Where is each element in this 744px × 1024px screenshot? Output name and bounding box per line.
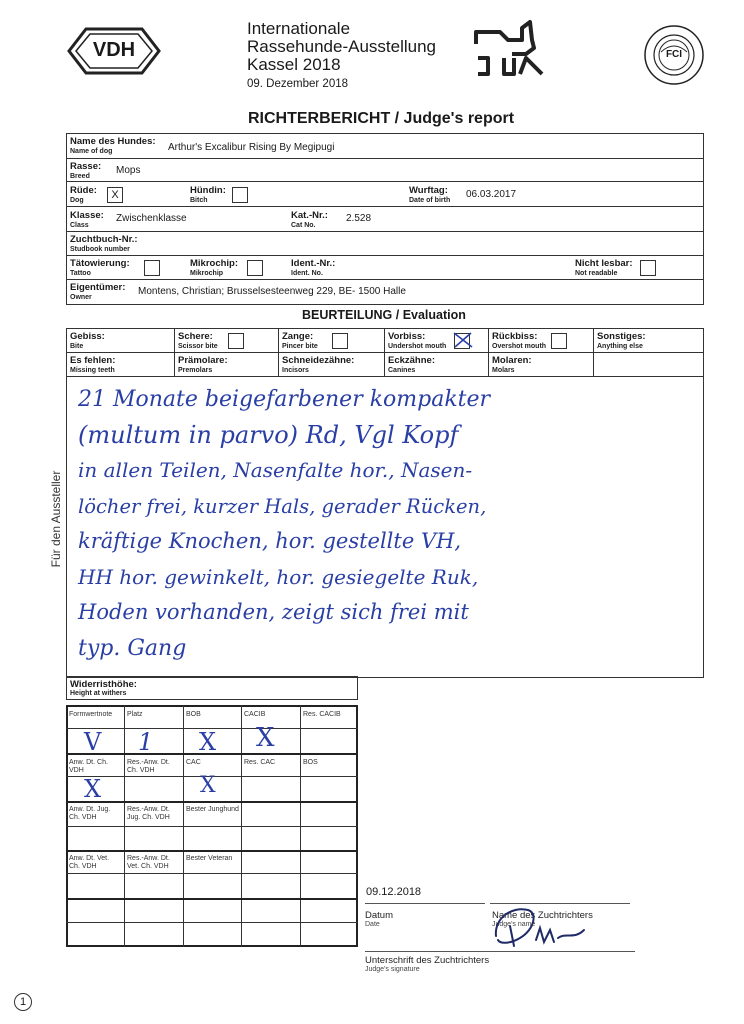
- male-checkbox[interactable]: X: [107, 187, 123, 203]
- owner-label: Eigentümer:: [70, 282, 126, 293]
- header-platz: Platz: [127, 711, 143, 718]
- male-label: Rüde:: [70, 185, 97, 196]
- show-date: 09. Dezember 2018: [247, 78, 349, 90]
- chip-label: Mikrochip:: [190, 258, 239, 269]
- undershot-checkbox[interactable]: [454, 333, 470, 349]
- divider: [66, 158, 704, 159]
- dog-name-value: Arthur's Excalibur Rising By Megipugi: [168, 142, 335, 153]
- title-line-3: Kassel 2018: [247, 55, 341, 74]
- female-checkbox[interactable]: [232, 187, 248, 203]
- cacib-mark: X: [256, 723, 275, 753]
- header-cacib: CACIB: [244, 711, 266, 718]
- handwritten-line: Hoden vorhanden, zeigt sich frei mit: [78, 600, 469, 624]
- fci-logo: [643, 24, 705, 86]
- anw-dt-ch-mark: X: [84, 775, 102, 803]
- divider: [66, 873, 358, 874]
- dog-logo-icon: [470, 18, 548, 80]
- evaluation-title: BEURTEILUNG / Evaluation: [302, 308, 466, 322]
- tattoo-sublabel: Tattoo: [70, 270, 91, 277]
- birth-value: 06.03.2017: [466, 189, 517, 200]
- handwritten-line: in allen Teilen, Nasenfalte hor., Nasen-: [78, 458, 473, 482]
- divider: [66, 255, 704, 256]
- breed-sublabel: Breed: [70, 173, 90, 180]
- divider: [66, 279, 704, 280]
- report-title: RICHTERBERICHT / Judge's report: [248, 110, 515, 127]
- canines-label: Eckzähne:: [388, 355, 435, 366]
- breed-value: Mops: [116, 165, 141, 176]
- class-value: Zwischenklasse: [116, 213, 187, 224]
- fci-logo-text: FCI: [665, 49, 683, 60]
- header-bester-veteran: Bester Veteran: [186, 855, 233, 862]
- anything-else-label: Sonstiges:: [597, 331, 646, 342]
- divider: [278, 328, 279, 376]
- title-line-2: Rassehunde-Ausstellung: [247, 37, 437, 56]
- show-title: [247, 20, 436, 93]
- handwritten-line: kräftige Knochen, hor. gestellte VH,: [78, 529, 462, 553]
- premolars-sublabel: Premolars: [178, 367, 213, 374]
- male-sublabel: Dog: [70, 197, 84, 204]
- date-sublabel: Date: [365, 921, 380, 928]
- owner-sublabel: Owner: [70, 294, 92, 301]
- incisors-label: Schneidezähne:: [282, 355, 355, 366]
- incisors-sublabel: Incisors: [282, 367, 309, 374]
- pincer-bite-label: Zange:: [282, 331, 314, 342]
- date-label: Datum: [365, 910, 393, 921]
- overshot-sublabel: Overshot mouth: [492, 343, 547, 350]
- studbook-sublabel: Studbook number: [70, 246, 130, 253]
- signature-sublabel: Judge's signature: [365, 966, 420, 973]
- overshot-label: Rückbiss:: [492, 331, 538, 342]
- divider: [66, 231, 704, 232]
- undershot-sublabel: Undershot mouth: [388, 343, 447, 350]
- molars-label: Molaren:: [492, 355, 532, 366]
- header-bob: BOB: [186, 711, 201, 718]
- judge-signature: [488, 896, 598, 952]
- birth-label: Wurftag:: [409, 185, 448, 196]
- molars-sublabel: Molars: [492, 367, 515, 374]
- pincer-bite-checkbox[interactable]: [332, 333, 348, 349]
- ident-label: Ident.-Nr.:: [291, 258, 336, 269]
- vdh-logo-text: VDH: [92, 39, 136, 61]
- header-res-anw-dt-ch: Res.-Anw. Dt. Ch. VDH: [127, 759, 170, 774]
- catno-sublabel: Cat No.: [291, 222, 316, 229]
- divider: [593, 328, 594, 376]
- tattoo-label: Tätowierung:: [70, 258, 130, 269]
- header-res-cacib: Res. CACIB: [303, 711, 341, 718]
- handwritten-evaluation: [78, 382, 698, 666]
- unreadable-label: Nicht lesbar:: [575, 258, 633, 269]
- handwritten-line: löcher frei, kurzer Hals, gerader Rücken,: [78, 494, 487, 518]
- date-line: [365, 903, 485, 904]
- grade-mark: V: [84, 728, 102, 756]
- handwritten-line: (multum in parvo) Rd, Vgl Kopf: [78, 420, 459, 449]
- header-cac: CAC: [186, 759, 201, 766]
- header-formwertnote: Formwertnote: [69, 711, 113, 718]
- scissor-bite-checkbox[interactable]: [228, 333, 244, 349]
- page-number: 1: [14, 993, 32, 1011]
- canines-sublabel: Canines: [388, 367, 416, 374]
- divider: [66, 376, 704, 377]
- handwritten-line: HH hor. gewinkelt, hor. gesiegelte Ruk,: [78, 564, 479, 589]
- header-bester-junghund: Bester Junghund: [186, 806, 239, 813]
- bite-sublabel: Bite: [70, 343, 84, 350]
- header-res-anw-dt-vet: Res.-Anw. Dt. Vet. Ch. VDH: [127, 855, 170, 870]
- divider: [488, 328, 489, 376]
- bite-label: Gebiss:: [70, 331, 105, 342]
- tattoo-checkbox[interactable]: [144, 260, 160, 276]
- title-line-1: Internationale: [247, 19, 351, 38]
- anything-else-sublabel: Anything else: [597, 343, 643, 350]
- chip-sublabel: Mikrochip: [190, 270, 224, 277]
- dog-name-sublabel: Name of dog: [70, 148, 113, 155]
- unreadable-checkbox[interactable]: [640, 260, 656, 276]
- handwritten-line: typ. Gang: [78, 635, 187, 661]
- divider: [66, 352, 704, 353]
- scissor-bite-label: Schere:: [178, 331, 213, 342]
- judge-name-label: Name des Zuchtrichters: [492, 910, 593, 921]
- divider: [66, 898, 358, 900]
- divider: [66, 922, 358, 923]
- dog-name-label: Name des Hundes:: [70, 136, 156, 147]
- header-res-anw-dt-jug: Res.-Anw. Dt. Jug. Ch. VDH: [127, 806, 170, 821]
- premolars-label: Prämolare:: [178, 355, 228, 366]
- divider: [174, 328, 175, 376]
- divider: [66, 206, 704, 207]
- pincer-bite-sublabel: Pincer bite: [282, 343, 318, 350]
- catno-value: 2.528: [346, 213, 372, 224]
- chip-checkbox[interactable]: [247, 260, 263, 276]
- divider: [66, 826, 358, 827]
- vdh-logo: [66, 22, 162, 80]
- exhibitor-side-label: Für den Aussteller: [49, 470, 63, 568]
- header-anw-dt-vet: Anw. Dt. Vet. Ch. VDH: [69, 855, 110, 870]
- judge-name-sublabel: Judge's name: [492, 921, 536, 928]
- cac-mark: X: [200, 773, 216, 798]
- signature-line: [365, 951, 635, 952]
- header-anw-dt-jug: Anw. Dt. Jug. Ch. VDH: [69, 806, 111, 821]
- ident-sublabel: Ident. No.: [291, 270, 323, 277]
- undershot-label: Vorbiss:: [388, 331, 426, 342]
- unreadable-sublabel: Not readable: [575, 270, 618, 277]
- divider: [384, 328, 385, 376]
- overshot-checkbox[interactable]: [551, 333, 567, 349]
- female-sublabel: Bitch: [190, 197, 208, 204]
- divider: [66, 181, 704, 182]
- class-sublabel: Class: [70, 222, 89, 229]
- birth-sublabel: Date of birth: [409, 197, 451, 204]
- header-anw-dt-ch: Anw. Dt. Ch. VDH: [69, 759, 108, 774]
- studbook-label: Zuchtbuch-Nr.:: [70, 234, 138, 245]
- height-sublabel: Height at withers: [70, 690, 127, 697]
- missing-teeth-sublabel: Missing teeth: [70, 367, 115, 374]
- header-res-cac: Res. CAC: [244, 759, 276, 766]
- class-label: Klasse:: [70, 210, 104, 221]
- placement-mark: 1: [138, 728, 154, 756]
- scissor-bite-sublabel: Scissor bite: [178, 343, 218, 350]
- breed-label: Rasse:: [70, 161, 102, 172]
- female-label: Hündin:: [190, 185, 226, 196]
- signature-label: Unterschrift des Zuchtrichters: [365, 955, 490, 966]
- bob-mark: X: [199, 728, 217, 756]
- divider: [66, 850, 358, 852]
- owner-value: Montens, Christian; Brusselsesteenweg 229, BE- 1500 Halle: [138, 286, 406, 297]
- missing-teeth-label: Es fehlen:: [70, 355, 116, 366]
- handwritten-line: 21 Monate beigefarbener kompakter: [78, 387, 491, 412]
- header-bos: BOS: [303, 759, 318, 766]
- catno-label: Kat.-Nr.:: [291, 210, 328, 221]
- judging-date: 09.12.2018: [366, 886, 422, 898]
- height-label: Widerristhöhe:: [70, 679, 137, 690]
